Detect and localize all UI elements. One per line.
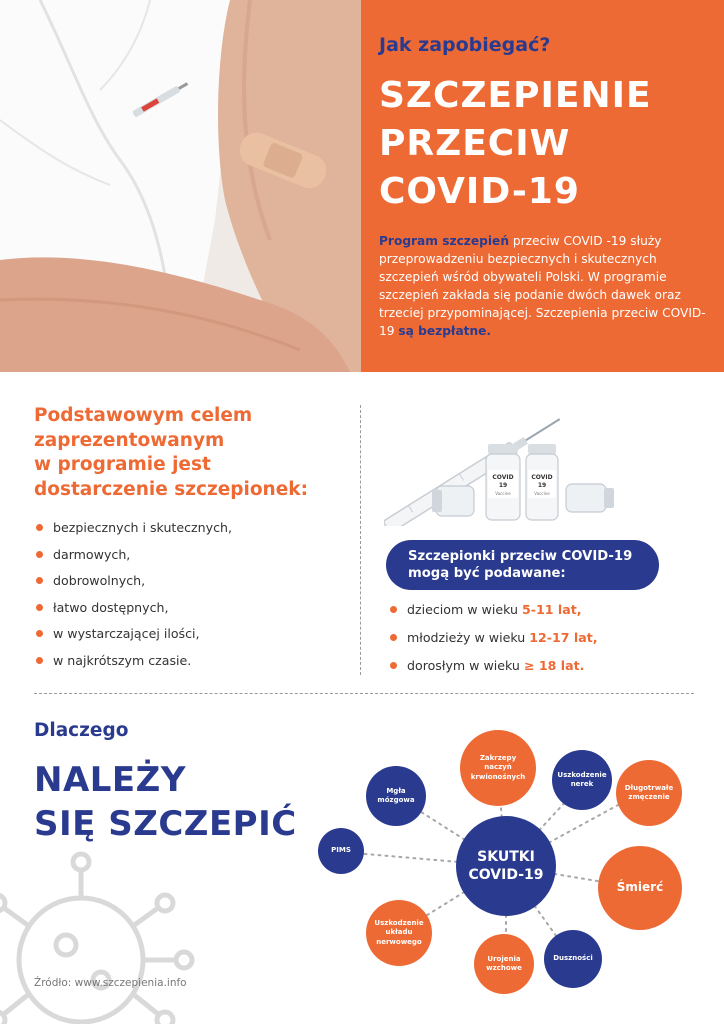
banner-line: Szczepionki przeciw COVID-19 [408,549,633,564]
list-item: w wystarczającej ilości, [36,625,232,652]
title-line: PRZECIW [379,123,571,164]
vaccine-vials-illustration [384,394,624,526]
effect-bubble-kidney [552,750,612,810]
group-age: 5-11 lat, [522,602,582,617]
vertical-divider [360,405,361,675]
bubble-line: Zakrzepy [479,754,517,763]
goal-list [36,519,232,678]
effect-bubble-pims [318,828,364,874]
vial-label: Vaccine [495,491,511,496]
why-heading-line: SIĘ SZCZEPIĆ [34,804,297,844]
bubble-line: Uszkodzenie [374,919,424,928]
intro-paragraph [379,232,709,340]
list-item: bezpiecznych i skutecznych, [36,519,232,546]
bubble-line: Duszności [553,954,593,963]
why-kicker: Dlaczego [34,720,129,741]
goal-heading-line: zaprezentowanym [34,429,225,451]
bubble-line: Śmierć [616,880,664,895]
banner-line: mogą być podawane: [408,566,566,581]
why-heading [34,758,297,846]
bubble-line: PIMS [331,846,351,855]
group-age: ≥ 18 lat. [523,658,585,673]
effect-bubble-fatigue [616,760,682,826]
virus-outline-icon [0,850,216,1024]
group-text: dzieciom w wieku [407,602,522,617]
effect-bubble-delusions [474,934,534,994]
goal-heading-line: dostarczenie szczepionek: [34,478,308,500]
vial-label: 19 [498,482,508,489]
vaccine-eligibility-banner [386,540,659,590]
list-item: w najkrótszym czasie. [36,652,232,679]
vial-label: Vaccine [534,491,550,496]
bubble-line: Urojenia [487,954,521,963]
bubble-line: Mgła [386,786,406,795]
list-item: darmowych, [36,546,232,573]
title-line: COVID-19 [379,171,580,212]
intro-kicker: Jak zapobiegać? [379,34,551,56]
bubble-line: wzchowe [486,964,522,972]
source-note: Źródło: www.szczepienia.info [34,977,187,989]
age-groups-list [390,601,598,685]
bubble-line: zmęczenie [628,793,670,801]
goal-heading-line: w programie jest [34,454,211,475]
page-title [379,72,652,216]
effect-bubble-nervous-system [366,900,432,966]
effect-bubble-brain-fog [366,766,426,826]
why-heading-line: NALEŻY [34,760,186,800]
goal-heading-line: Podstawowym celem [34,405,253,426]
vial-label: 19 [537,482,547,489]
bubble-line: SKUTKI [477,848,535,865]
bubble-line: krwionośnych [470,772,526,781]
photo-illustration [0,0,361,372]
bubble-line: Uszkodzenie [557,770,607,779]
bubble-line: nerek [570,780,594,788]
effect-bubble-dyspnea [544,930,602,988]
bubble-line: nerwowego [376,937,422,946]
intro-lead: Program szczepień [379,234,509,248]
horizontal-divider [34,693,694,694]
bubble-line: naczyń [484,763,512,772]
intro-panel [361,0,724,372]
bubble-line: Długotrwałe [624,783,674,792]
group-text: dorosłym w wieku [407,658,524,673]
title-line: SZCZEPIENIE [379,75,652,116]
list-item [390,601,598,629]
effects-center-bubble [456,816,556,916]
covid-effects-diagram [310,722,724,1018]
group-text: młodzieży w wieku [407,630,530,645]
vial-label: COVID [531,474,553,481]
goal-heading [34,404,334,502]
effect-bubble-death [598,846,682,930]
list-item [390,629,598,657]
intro-text: przeciw COVID -19 służy przeprowadzeniu bezpiecznych i skutecznych szczepień wśród obywateli Polski. W programie szczepień zakłada się podanie dwóch dawek oraz trzeciej przypominającej. Szczepienia przeciw COVID-19 [379,234,706,338]
list-item: dobrowolnych, [36,572,232,599]
group-age: 12-17 lat, [529,630,598,645]
intro-free-note: są bezpłatne. [398,324,492,338]
vaccinated-woman-photo [0,0,361,372]
bubble-line: układu [385,928,413,937]
bubble-line: mózgowa [377,796,415,804]
bubble-line: COVID-19 [468,867,544,883]
list-item: łatwo dostępnych, [36,599,232,626]
effect-bubble-thrombosis [460,730,536,806]
list-item [390,657,598,685]
vial-label: COVID [492,474,514,481]
